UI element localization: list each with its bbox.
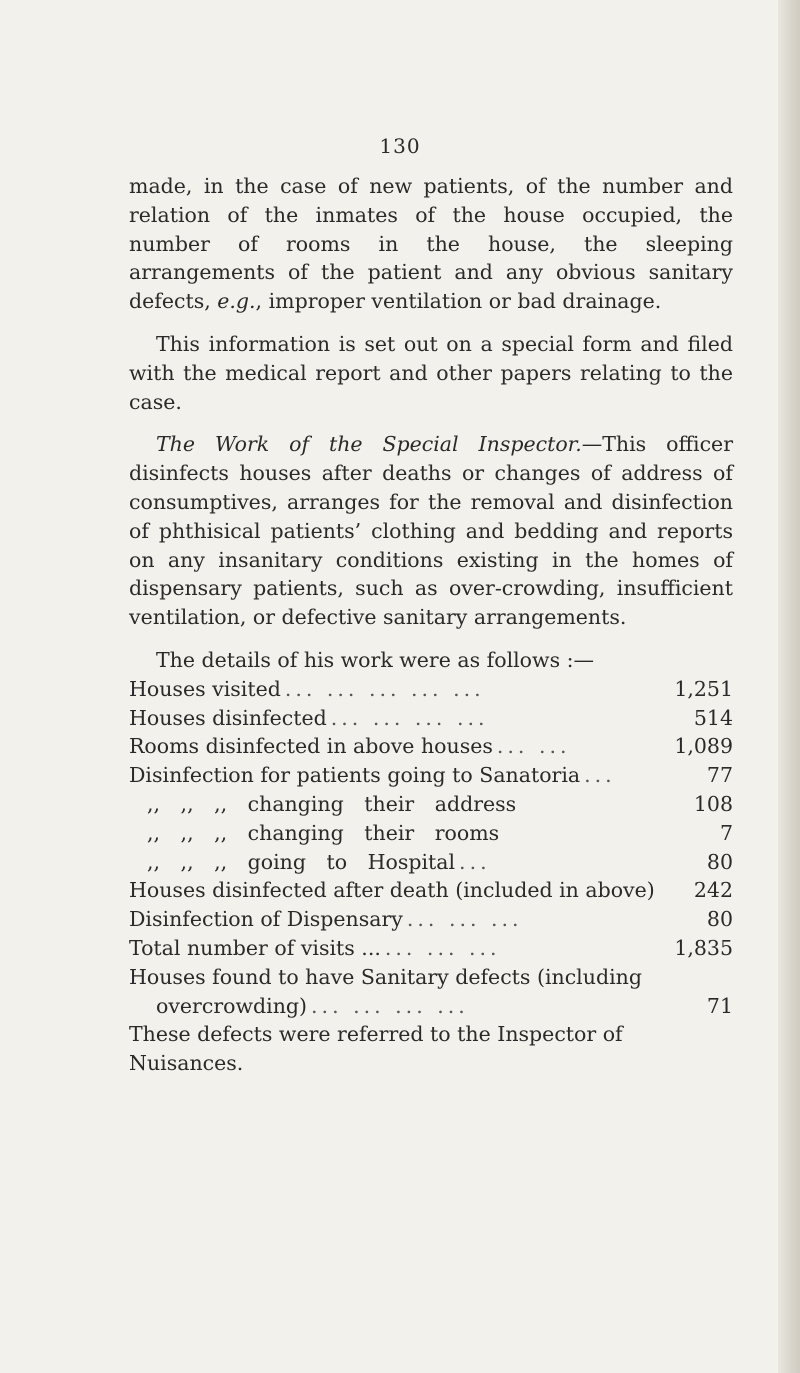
row-label: Houses visited	[129, 676, 281, 701]
row-value: 514	[693, 705, 733, 730]
paragraph-continuation-lead: made, in the case of new patients, of the number and relation of the inmates of the house occupied, the number of rooms in the house, the sleeping arrangements of the patient and any obvious sanitary defects,	[129, 174, 733, 314]
table-row	[129, 905, 733, 934]
row-label: Houses found to have Sanitary defects (including	[129, 964, 642, 989]
row-dots: ... ... ...	[384, 935, 501, 960]
row-value: 1,835	[674, 935, 733, 960]
row-label: overcrowding)	[156, 993, 308, 1018]
table-row	[129, 963, 733, 992]
row-dots: ... ... ... ...	[311, 993, 469, 1018]
row-value: 71	[706, 993, 733, 1018]
paragraph-continuation-eg: e.g.	[217, 289, 256, 314]
row-label: Houses disinfected after death (included in above)	[129, 878, 655, 903]
row-dots: ... ...	[496, 734, 571, 759]
table-row	[129, 876, 733, 905]
paragraph-continuation	[129, 172, 733, 316]
row-value: 1,089	[674, 734, 733, 759]
table-row	[129, 934, 733, 963]
row-value: 242	[693, 878, 733, 903]
work-details-table	[129, 675, 733, 1021]
row-dots: ... ... ...	[406, 907, 523, 932]
page-number: 130	[379, 134, 421, 158]
closing-sentence: These defects were referred to the Inspector of Nuisances.	[129, 1022, 623, 1076]
table-row	[129, 790, 733, 819]
paragraph-special-inspector	[129, 430, 733, 632]
page-body	[129, 172, 733, 1078]
paragraph-form-info: This information is set out on a special form and filed with the medical report and other papers relating to the case.	[129, 331, 733, 414]
row-dots: ...	[584, 763, 616, 788]
paragraph-continuation-tail: , improper ventilation or bad drainage.	[255, 289, 662, 314]
row-value: 80	[706, 849, 733, 874]
section-heading-special-inspector: The Work of the Special Inspector.	[156, 432, 582, 457]
table-row	[129, 675, 733, 704]
row-label: Houses disinfected	[129, 705, 327, 730]
row-dots: ... ... ... ... ...	[284, 676, 485, 701]
row-label: ,, ,, ,, going to Hospital	[147, 849, 456, 874]
row-value: 108	[693, 791, 733, 816]
table-row	[129, 992, 733, 1021]
row-value: 80	[706, 907, 733, 932]
page-edge-shadow	[778, 0, 800, 1373]
table-row	[129, 761, 733, 790]
row-label: ,, ,, ,, changing their address	[147, 791, 517, 816]
table-row	[129, 848, 733, 877]
row-dots: ... ... ... ...	[330, 705, 489, 730]
table-row	[129, 704, 733, 733]
row-dots: ...	[459, 849, 491, 874]
row-label: Disinfection of Dispensary	[129, 907, 403, 932]
paragraph-special-inspector-body: —This officer disinfects houses after deaths or changes of address of consumptives, arranges for the removal and disinfection of phthisical patients’ clothing and bedding and reports on any insanitary conditions existing in the homes of dispensary patients, such as over-crowding, insufficient ventilation, or defective sanitary arrangements.	[129, 432, 733, 630]
row-label: Total number of visits ...	[129, 935, 381, 960]
row-label: Rooms disinfected in above houses	[129, 734, 493, 759]
row-label: ,, ,, ,, changing their rooms	[147, 820, 500, 845]
row-value: 1,251	[674, 676, 733, 701]
table-row	[129, 819, 733, 848]
table-row	[129, 732, 733, 761]
row-value: 7	[719, 820, 733, 845]
row-value: 77	[706, 763, 733, 788]
details-intro: The details of his work were as follows :—	[156, 647, 595, 672]
row-label: Disinfection for patients going to Sanatoria	[129, 763, 581, 788]
